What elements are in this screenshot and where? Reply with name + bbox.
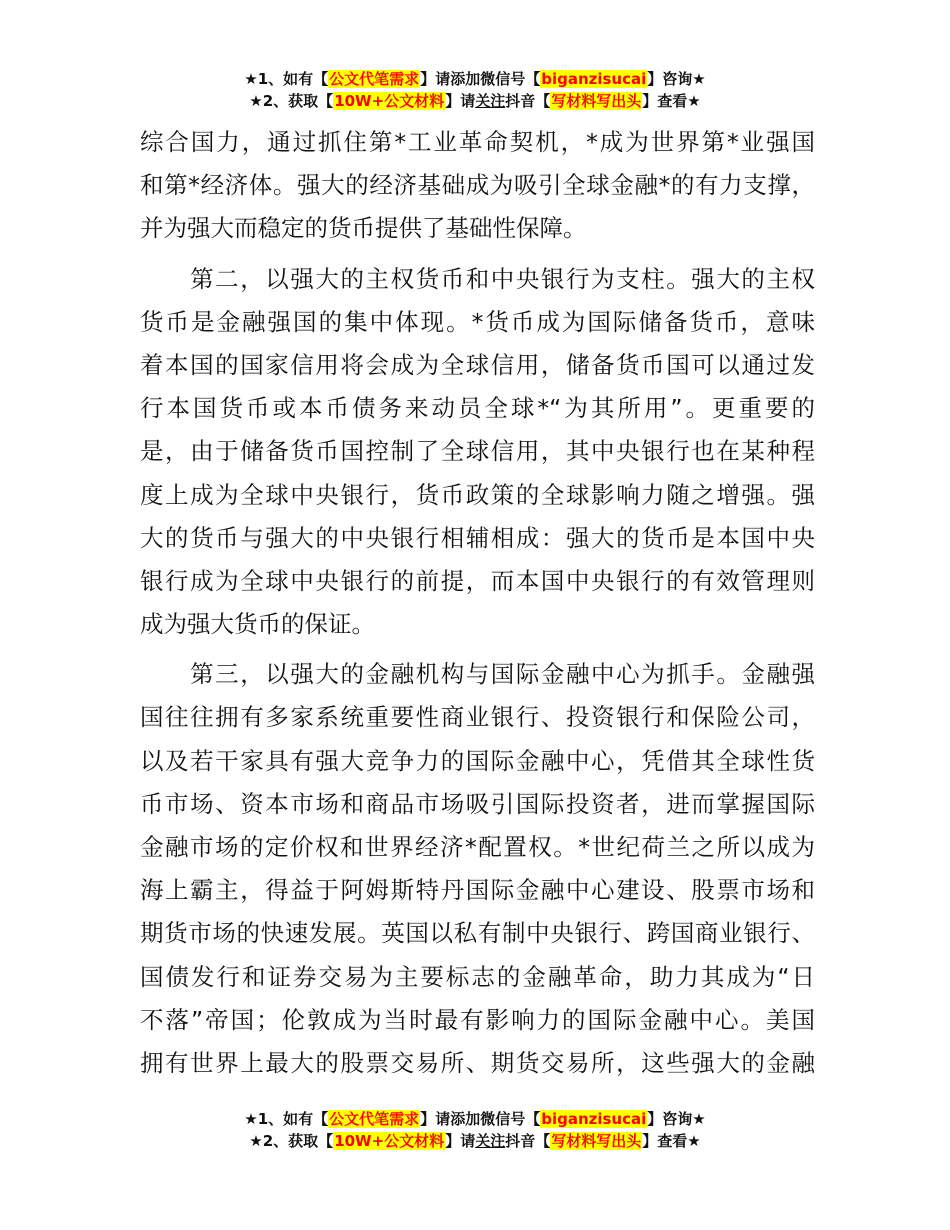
footer-line-2 [0,1130,950,1152]
footer-highlight-wechat-id: biganzisucai [541,1110,647,1128]
paragraph-line: 币市场、资本市场和商品市场吸引国际投资者，进而掌握国际 [140,789,815,818]
footer-line-2-mid2: 抖音【 [505,1132,551,1150]
paragraph-gap [140,251,815,258]
header-line-2-mid: 】请 [445,92,476,110]
footer-line-1 [0,1108,950,1130]
header-highlight-ghostwriting: 公文代笔需求 [329,70,420,88]
paragraph-line: 拥有世界上最大的股票交易所、期货交易所，这些强大的金融 [140,1048,815,1077]
header-highlight-douyin-account: 写材料写出头 [551,92,642,110]
paragraph-line: 国往往拥有多家系统重要性商业银行、投资银行和保险公司， [140,703,815,732]
header-line-1-mid: 】请添加微信号【 [420,70,541,88]
footer-line-1-mid: 】请添加微信号【 [420,1110,541,1128]
footer-highlight-douyin-account: 写材料写出头 [551,1132,642,1150]
header-line-2 [0,90,950,112]
header-highlight-materials: 10W+公文材料 [334,92,445,110]
header-banner [0,68,950,112]
paragraph-1 [140,121,815,251]
paragraph-3 [140,653,815,1085]
footer-line-1-prefix: ★1、如有【 [244,1110,329,1128]
header-line-2-prefix: ★2、获取【 [249,92,334,110]
footer-line-1-suffix: 】咨询★ [647,1110,706,1128]
header-highlight-wechat-id: biganzisucai [541,70,647,88]
paragraph-line: 成为强大货币的保证。 [140,610,375,639]
footer-banner [0,1108,950,1152]
header-line-2-suffix: 】查看★ [642,92,701,110]
header-underlined-follow: 关注 [475,92,506,110]
paragraph-line: 银行成为全球中央银行的前提，而本国中央银行的有效管理则 [140,566,815,595]
paragraph-line: 金融市场的定价权和世界经济*配置权。*世纪荷兰之所以成为 [140,833,815,861]
footer-line-2-prefix: ★2、获取【 [249,1132,334,1150]
paragraph-line: 不落”帝国；伦敦成为当时最有影响力的国际金融中心。美国 [140,1005,815,1034]
paragraph-line: 综合国力，通过抓住第*工业革命契机，*成为世界第*业强国 [140,128,815,156]
paragraph-line: 和第*经济体。强大的经济基础成为吸引全球金融*的有力支撑， [140,171,815,200]
footer-line-2-suffix: 】查看★ [642,1132,701,1150]
header-line-1 [0,68,950,90]
paragraph-line: 是，由于储备货币国控制了全球信用，其中央银行也在某种程 [140,437,815,466]
footer-line-2-mid: 】请 [445,1132,476,1150]
paragraph-line: 国债发行和证券交易为主要标志的金融革命，助力其成为“日 [140,962,815,991]
header-line-1-suffix: 】咨询★ [647,70,706,88]
header-line-2-mid2: 抖音【 [505,92,551,110]
paragraph-line: 海上霸主，得益于阿姆斯特丹国际金融中心建设、股票市场和 [140,876,815,905]
paragraph-line: 并为强大而稳定的货币提供了基础性保障。 [140,214,587,243]
paragraph-line: 行本国货币或本币债务来动员全球*“为其所用”。更重要的 [140,394,815,423]
paragraph-line: 度上成为全球中央银行，货币政策的全球影响力随之增强。强 [140,480,815,509]
footer-highlight-ghostwriting: 公文代笔需求 [329,1110,420,1128]
paragraph-2 [140,258,815,647]
footer-underlined-follow: 关注 [475,1132,506,1150]
header-line-1-prefix: ★1、如有【 [244,70,329,88]
paragraph-line: 大的货币与强大的中央银行相辅相成：强大的货币是本国中央 [140,523,815,552]
paragraph-line: 第二，以强大的主权货币和中央银行为支柱。强大的主权 [140,264,815,293]
document-body [140,121,815,1085]
paragraph-line: 期货市场的快速发展。英国以私有制中央银行、跨国商业银行、 [140,919,815,948]
paragraph-line: 第三，以强大的金融机构与国际金融中心为抓手。金融强 [140,660,815,689]
paragraph-line: 以及若干家具有强大竞争力的国际金融中心，凭借其全球性货 [140,746,815,775]
footer-highlight-materials: 10W+公文材料 [334,1132,445,1150]
paragraph-line: 着本国的国家信用将会成为全球信用，储备货币国可以通过发 [140,350,815,379]
paragraph-gap [140,646,815,653]
paragraph-line: 货币是金融强国的集中体现。*货币成为国际储备货币，意味 [140,307,815,336]
